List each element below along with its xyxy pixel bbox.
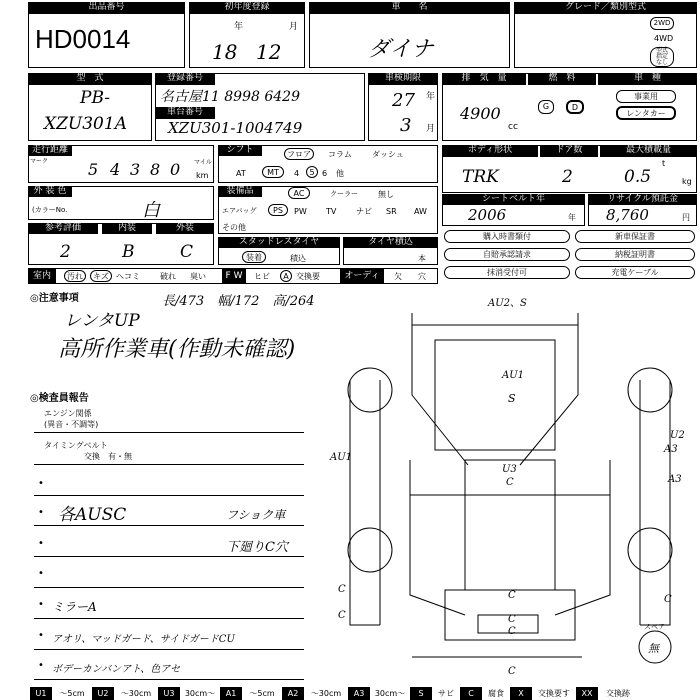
diag-au2s: AU2、S	[488, 298, 527, 309]
equip-aw: AW	[414, 207, 427, 216]
diagram-cab-right	[520, 325, 578, 465]
color-no-label: (カラーNo.	[32, 206, 68, 214]
audio-missing: 欠	[394, 272, 402, 281]
shift-column: コラム	[328, 150, 352, 159]
diag-a3-1: A3	[664, 444, 678, 455]
report-item-1: 各AUSC	[58, 505, 127, 525]
doc-warranty: 新車保証書	[575, 230, 695, 243]
equip-other: その他	[222, 223, 246, 232]
doc-tax: 納税証明書	[575, 248, 695, 261]
legend-key-xx: XX	[576, 687, 598, 700]
report-rule-1	[34, 495, 304, 496]
model-prefix: PB-	[80, 88, 110, 108]
color-header: 外 装 色	[28, 186, 72, 197]
car-name-header: 車 名	[309, 2, 510, 14]
interior-dirt: 汚れ	[64, 270, 86, 282]
inspection-year-unit: 年	[426, 92, 436, 102]
shift-6: 6	[322, 169, 328, 178]
tires-header: タイヤ積込	[343, 237, 438, 248]
doc-cable: 充電ケーブル	[575, 266, 695, 279]
notes-header: ◎注意事項	[30, 293, 79, 304]
diagram-bed-left	[410, 460, 465, 615]
diagram-wheel-fl	[348, 368, 392, 412]
fw-header: F W	[222, 268, 246, 284]
category-header: 車 種	[598, 73, 697, 85]
legend-val-x: 交換要す	[538, 689, 570, 698]
fuel-g: G	[538, 100, 554, 114]
bullet-5: •	[38, 599, 44, 610]
reg-no-header: 登録番号	[155, 73, 215, 85]
body-type: TRK	[462, 167, 499, 187]
meter-note: マーク	[30, 158, 49, 165]
interior-tear: 破れ	[160, 272, 176, 281]
bullet-4: •	[38, 568, 44, 579]
drive-4wd: 4WD	[654, 34, 674, 43]
legend-val-a2: 〜30cm	[310, 689, 342, 698]
report-item-6: ボデーカンバンアト、色アセ	[52, 664, 181, 675]
diagram-cab-roof	[435, 340, 555, 450]
interior-dent: へコミ	[116, 272, 140, 281]
equipment-header: 装備品	[218, 186, 262, 197]
diag-s-top: S	[508, 392, 516, 405]
first-reg-month: 12	[256, 40, 282, 64]
report-rule-6	[34, 649, 304, 650]
exterior-eval: C	[180, 242, 194, 262]
diagram-wheel-rr	[628, 528, 672, 572]
doc-insurance: 自賠承認請求	[444, 248, 570, 261]
inspector-engine: エンジン関係	[44, 409, 92, 418]
notes-line2: 高所作業車(作動未確認)	[58, 337, 296, 362]
spare-value: 無	[648, 642, 659, 655]
capacity-unit-t: t	[662, 159, 666, 168]
inspection-month-unit: 月	[426, 124, 436, 134]
mileage-header: 走行距離	[28, 145, 72, 156]
recycle-header: リサイクル預託金	[588, 194, 697, 205]
category-rental: レンタカー	[616, 106, 676, 120]
ref-eval: 2	[60, 242, 71, 262]
legend-val-u2: 〜30cm	[120, 689, 152, 698]
inspector-engine-sub: (異音・不調等)	[44, 420, 99, 429]
capacity-unit-kg: kg	[682, 177, 692, 186]
diagram-cab-top	[412, 313, 578, 325]
equip-ac: AC	[288, 187, 310, 199]
damage-legend	[30, 687, 700, 700]
audio-hole: 穴	[418, 272, 426, 281]
body-type-header: ボディ形状	[442, 145, 538, 157]
lot-number-header: 出品番号	[28, 2, 185, 14]
legend-val-xx: 交換跡	[606, 689, 630, 698]
legend-key-a1: A1	[220, 687, 242, 700]
notes-dimensions: 長/473 幅/172 高/264	[162, 294, 315, 309]
mileage-digit-4: 8	[150, 160, 161, 179]
bullet-2: •	[38, 507, 44, 518]
studless-loaded: 積込	[290, 254, 306, 263]
doors: 2	[562, 167, 573, 187]
timing-rule	[34, 464, 304, 465]
chassis-no: XZU301-1004749	[168, 119, 303, 137]
audio-header: オーディオ	[340, 268, 384, 284]
equip-pw: PW	[294, 207, 307, 216]
diag-au1-left: AU1	[330, 452, 353, 463]
seatbelt-year: 2006	[468, 206, 507, 224]
report-rule-4	[34, 587, 304, 588]
fw-exchange: 交換要	[296, 272, 320, 281]
inspection-header: 車検期限	[368, 73, 438, 85]
shift-5: 5	[306, 166, 318, 178]
inspector-header: ◎検査員報告	[30, 393, 89, 404]
tires-unit: 本	[418, 254, 426, 263]
legend-key-c: C	[460, 687, 482, 700]
interior-eval: B	[122, 242, 135, 262]
model-code: XZU301A	[44, 114, 127, 134]
km-unit: km	[196, 171, 209, 180]
diag-c-center: C	[506, 477, 514, 488]
legend-val-u1: 〜5cm	[59, 689, 85, 698]
report-item-5: アオリ、マッドガード、サイドガードCU	[52, 634, 235, 645]
mile-unit: マイル	[194, 159, 212, 166]
diag-c-3: C	[664, 594, 672, 605]
first-reg-year-unit: 年	[234, 22, 244, 32]
lot-number: HD0014	[35, 24, 131, 54]
first-reg-month-unit: 月	[289, 22, 299, 32]
cc-unit: cc	[508, 122, 518, 132]
interior-row-header: 室内	[28, 268, 56, 284]
legend-key-u2: U2	[92, 687, 114, 700]
capacity: 0.5	[624, 167, 652, 187]
equip-cooler: クーラー	[330, 190, 358, 198]
report-rule-3	[34, 556, 304, 557]
diagram-wheel-fr	[628, 368, 672, 412]
legend-val-a1: 〜5cm	[249, 689, 275, 698]
diag-c-5: C	[508, 626, 516, 637]
report-rule-2	[34, 525, 304, 526]
fuel-header: 燃 料	[528, 73, 596, 85]
diag-c-1: C	[338, 584, 346, 595]
recycle-amount: 8,760	[606, 206, 649, 224]
diag-c-6: C	[508, 666, 516, 677]
legend-val-a3: 30cm〜	[374, 689, 406, 698]
equip-airbag: エアバッグ	[222, 207, 257, 215]
inspection-month: 3	[400, 115, 412, 136]
diag-c-7: C	[338, 610, 346, 621]
model-header: 型 式	[28, 73, 152, 85]
engine-rule	[34, 432, 304, 433]
equip-navi: ナビ	[356, 207, 372, 216]
inspector-timing: タイミングベルト	[44, 441, 108, 450]
bullet-7: •	[38, 660, 44, 671]
diagram-bed-right	[555, 460, 610, 615]
diag-c-4: C	[508, 614, 516, 625]
shift-floor: フロア	[284, 148, 314, 160]
diag-c-2: C	[508, 590, 516, 601]
diagram-right-side	[640, 380, 670, 625]
diag-a3-2: A3	[668, 474, 682, 485]
bullet-1: •	[38, 478, 44, 489]
shift-dash: ダッシュ	[372, 150, 404, 159]
category-business: 事業用	[616, 90, 676, 103]
report-rule-7	[34, 679, 304, 680]
car-name: ダイナ	[368, 37, 434, 62]
report-rule-5	[34, 618, 304, 619]
doc-purchase: 購入時書類付	[444, 230, 570, 243]
legend-key-x: X	[510, 687, 532, 700]
report-item-4: ミラーA	[52, 600, 97, 614]
legend-val-u3: 30cm〜	[184, 689, 216, 698]
shift-other: 他	[336, 169, 344, 178]
mileage-digit-2: 4	[110, 160, 121, 179]
fw-crack: ヒビ	[254, 272, 270, 281]
bullet-3: •	[38, 538, 44, 549]
diag-au1-top: AU1	[502, 370, 525, 381]
legend-val-c: 腐食	[488, 689, 504, 698]
first-reg-year: 18	[212, 40, 238, 64]
inspector-timing-exchange: 交換 有・無	[84, 452, 132, 461]
report-item-2: フショク車	[226, 508, 286, 522]
exterior-eval-header: 外装	[156, 223, 214, 234]
mileage-digit-3: 3	[130, 160, 141, 179]
capacity-header: 最大積載量	[600, 145, 697, 157]
bullet-6: •	[38, 630, 44, 641]
seatbelt-header: シートベルト年	[442, 194, 585, 205]
legend-val-s: サビ	[438, 689, 454, 698]
report-item-3: 下廻りC穴	[226, 540, 288, 555]
shift-mt: MT	[262, 166, 284, 178]
diagram-left-side	[350, 380, 380, 625]
mileage-digit-5: 0	[170, 160, 181, 179]
recycle-unit: 円	[682, 213, 690, 222]
legend-key-u1: U1	[30, 687, 52, 700]
fw-a: A	[280, 270, 292, 282]
inspection-year: 27	[392, 90, 415, 111]
interior-eval-header: 内装	[102, 223, 152, 234]
diagram-cab-left	[412, 325, 468, 465]
mileage-digit-1: 5	[88, 160, 99, 179]
grade-header: グレード／類別型式	[514, 2, 697, 14]
spare-label: スペア	[644, 623, 665, 631]
doc-cancel: 抹消受付可	[444, 266, 570, 279]
color-value: 白	[142, 200, 160, 221]
equip-tv: TV	[326, 207, 337, 216]
chassis-header: 車台番号	[155, 107, 215, 119]
notes-line1: レンタUP	[64, 311, 140, 331]
displacement: 4900	[460, 104, 501, 123]
shift-at: AT	[236, 169, 246, 178]
legend-key-s: S	[410, 687, 432, 700]
interior-scratch: キズ	[90, 270, 112, 282]
legend-key-a3: A3	[348, 687, 370, 700]
legend-key-u3: U3	[158, 687, 180, 700]
diagram-wheel-rl	[348, 528, 392, 572]
displacement-header: 排 気 量	[442, 73, 526, 85]
seatbelt-year-unit: 年	[568, 213, 576, 222]
doors-header: ドア数	[540, 145, 598, 157]
drive-2wd: 2WD	[650, 17, 674, 30]
equip-ps: PS	[268, 204, 288, 216]
diag-u2: U2	[670, 430, 685, 441]
legend-key-a2: A2	[282, 687, 304, 700]
interior-smell: 臭い	[190, 272, 206, 281]
shift-header: シフト	[218, 145, 262, 156]
studless-header: スタッドレスタイヤ	[218, 237, 340, 248]
shift-4: 4	[294, 169, 300, 178]
diag-u3: U3	[502, 464, 517, 475]
fuel-d: D	[566, 100, 584, 114]
equip-sr: SR	[386, 207, 397, 216]
reg-no: 名古屋11 8998 6429	[160, 89, 300, 105]
studless-mounted: 装着	[242, 251, 266, 263]
model-spec-none: 型式 指定 なし	[650, 47, 674, 67]
ref-eval-header: 参考評価	[28, 223, 98, 234]
first-registration-header: 初年度登録	[189, 2, 305, 14]
equip-none: 無し	[378, 190, 394, 199]
